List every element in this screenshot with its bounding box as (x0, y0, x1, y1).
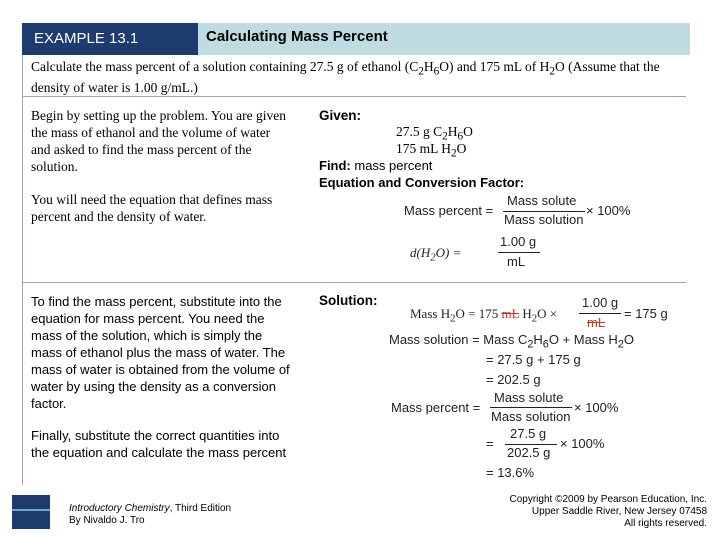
problem-text-line2: density of water is 1.00 g/mL.) (31, 79, 198, 95)
copyright-line: Copyright ©2009 by Pearson Education, Inc. (509, 494, 707, 505)
water-mass-result: = 175 g (624, 306, 668, 321)
find-value: mass percent (350, 158, 433, 173)
problem-text-2: O) and 175 mL of H (439, 59, 550, 74)
find-line (319, 158, 432, 173)
sub: 2 (442, 130, 448, 143)
cancelled-unit: mL (501, 306, 520, 321)
text: Mass H (410, 306, 451, 321)
text: H (533, 332, 543, 347)
step-substitute-text: To find the mass percent, substitute into the equation for mass percent. You need the mass of the solution, which is simply the mass of ethanol plus the mass of water. The mass of water is obtained from the volume of water by using the density as a conversion factor. (31, 294, 290, 411)
problem-sub: 6 (433, 65, 440, 78)
equals-sign: = (486, 436, 494, 451)
mass-solution-eq (389, 332, 634, 351)
fraction-bar (579, 313, 621, 314)
mass-water-eq (410, 306, 557, 325)
solution-label: Solution: (319, 293, 378, 308)
mass-percent-denominator-2: Mass solution (491, 409, 571, 424)
text: O (623, 332, 634, 347)
fraction-bar (498, 252, 540, 253)
step-setup-text: Begin by setting up the problem. You are given the mass of ethanol and the volume of water and asked to find the mass percent of the solution. (31, 108, 286, 174)
given-ethanol (396, 124, 473, 143)
text: H (447, 124, 458, 139)
sub: 6 (457, 130, 464, 143)
water-factor-denominator: mL (587, 315, 606, 330)
problem-text-h: H (423, 59, 434, 74)
text: O (456, 141, 467, 156)
step-equation-text: You will need the equation that defines mass percent and the density of water. (31, 192, 273, 224)
water-factor-numerator: 1.00 g (582, 295, 619, 310)
mass-percent-numerator: Mass solute (507, 193, 577, 208)
mass-percent-result: = 13.6% (486, 465, 535, 480)
times-100: × 100% (586, 203, 631, 218)
problem-statement (31, 59, 691, 96)
sub: 2 (451, 147, 457, 160)
mass-percent-denominator: Mass solution (504, 212, 584, 227)
book-edition: , Third Edition (169, 503, 232, 514)
text: O × (537, 306, 558, 321)
text: d(H (410, 245, 431, 260)
mass-percent-lhs: Mass percent = (404, 203, 494, 218)
given-ethanol-text: 27.5 g C (396, 124, 443, 139)
given-label: Given: (319, 108, 362, 123)
mass-percent-lhs-2: Mass percent = (391, 400, 481, 415)
text: O = 175 (455, 306, 499, 321)
fraction-bar (490, 407, 572, 408)
text: O (463, 124, 473, 139)
given-water (396, 141, 466, 160)
sub: 2 (527, 338, 534, 351)
density-denominator: mL (507, 254, 526, 269)
text: Mass solution = Mass C (389, 332, 528, 347)
book-author: By Nivaldo J. Tro (69, 515, 145, 526)
text: H (522, 306, 532, 321)
find-label: Find: (319, 158, 351, 173)
step-final-text: Finally, substitute the correct quantities into the equation and calculate the mass percent (31, 428, 287, 460)
pearson-logo (12, 495, 50, 529)
equation-label: Equation and Conversion Factor: (319, 175, 525, 190)
times-100-3: × 100% (560, 436, 605, 451)
text: O) = (435, 245, 462, 260)
times-100-2: × 100% (574, 400, 619, 415)
copyright-line: Upper Saddle River, New Jersey 07458 (531, 506, 707, 517)
mass-solution-total: = 202.5 g (486, 372, 541, 387)
divider (22, 282, 686, 283)
substituted-numerator: 27.5 g (510, 426, 547, 441)
copyright (510, 494, 708, 530)
mass-solution-sum: = 27.5 g + 175 g (486, 352, 581, 367)
problem-text-3: O (Assume that the (555, 59, 660, 74)
sub: 6 (542, 338, 549, 351)
sub: 2 (430, 251, 436, 264)
given-water-text: 175 mL H (396, 141, 451, 156)
density-lhs (410, 245, 461, 264)
problem-sub: 2 (418, 65, 424, 78)
example-label: EXAMPLE 13.1 (34, 30, 139, 47)
divider (22, 96, 686, 97)
problem-text-1: Calculate the mass percent of a solution containing 27.5 g of ethanol (C (31, 59, 419, 74)
left-border (22, 55, 23, 485)
substituted-denominator: 202.5 g (507, 445, 551, 460)
density-numerator: 1.00 g (500, 234, 537, 249)
sub: 2 (531, 312, 538, 325)
page-title: Calculating Mass Percent (206, 28, 388, 45)
problem-sub: 2 (549, 65, 556, 78)
sub: 2 (450, 312, 456, 325)
sub: 2 (617, 338, 624, 351)
copyright-line: All rights reserved. (624, 518, 707, 529)
book-title: Introductory Chemistry (69, 503, 170, 514)
book-credit (69, 503, 231, 527)
title-box (198, 23, 690, 55)
mass-percent-numerator-2: Mass solute (494, 390, 564, 405)
example-label-box (22, 23, 198, 55)
text: O + Mass H (548, 332, 618, 347)
